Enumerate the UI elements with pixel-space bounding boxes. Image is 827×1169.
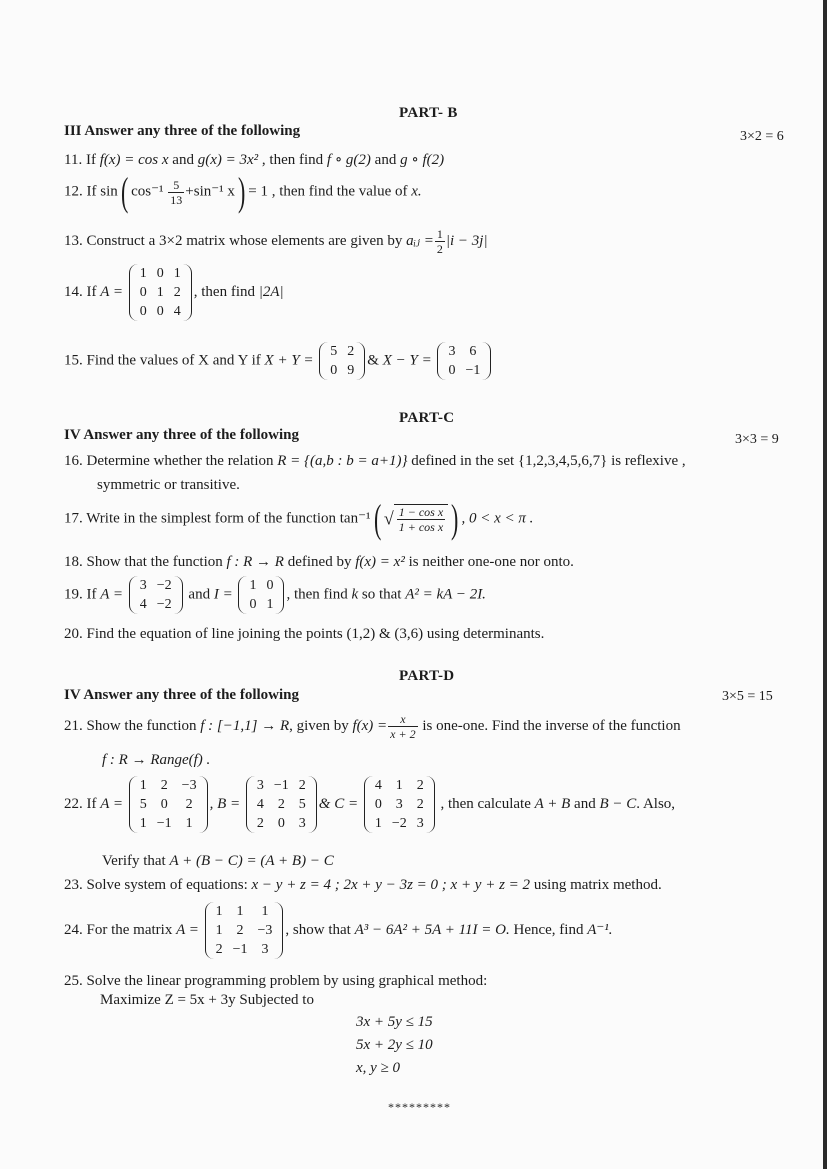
question-25: 25. Solve the linear programming problem by using graphical method: [64, 973, 488, 989]
part-d-marks: 3×5 = 15 [722, 689, 773, 704]
matrix-q14: 1 0 1 0 1 2 0 0 4 [129, 264, 192, 321]
question-16-line2: symmetric or transitive. [97, 477, 240, 493]
part-d-title: PART-D [399, 668, 455, 684]
question-16: 16. Determine whether the relation R = {(a,b : b = a+1)} defined in the set {1,2,3,4,5,6,7} is reflexive , [64, 453, 686, 469]
question-22: 22. If A = 1 2 −3 5 0 2 1 −1 1 , B = 3 −1 2 4 2 5 2 0 3 & C = 4 1 2 0 3 2 1 −2 3 , then calculate A + B and B − C. Also, [64, 778, 676, 831]
question-23: 23. Solve system of equations: x − y + z = 4 ; 2x + y − 3z = 0 ; x + y + z = 2 using matrix method. [64, 877, 662, 893]
question-25-line2: Maximize Z = 5x + 3y Subjected to [100, 992, 314, 1008]
question-15: 15. Find the values of X and Y if X + Y = 5 2 0 9 & X − Y = 3 6 0 −1 [64, 342, 493, 380]
part-b-marks: 3×2 = 6 [740, 129, 784, 144]
part-c-instruction: IV Answer any three of the following [64, 427, 300, 443]
question-17: 17. Write in the simplest form of the function tan⁻¹( √ $\frac{\text{1 − cos x}}{\text{1 + cos x}}$ ) , 0 < x < π . [64, 496, 534, 541]
question-18: 18. Show that the function f : R → R defined by f(x) = x² is neither one-one nor onto. [64, 554, 574, 570]
constraint-2: 5x + 2y ≤ 10 [356, 1037, 433, 1053]
constraint-1: 3x + 5y ≤ 15 [356, 1014, 433, 1030]
question-20: 20. Find the equation of line joining the points (1,2) & (3,6) using determinants. [64, 626, 545, 642]
question-12: 12. If sin( cos⁻¹ $\frac{5}{13}$ +sin⁻¹ x) = 1 , then find the value of x. [64, 169, 422, 214]
question-19: 19. If A = 3 −2 4 −2 and I = 1 0 0 1 , then find k so that A² = kA − 2I. [64, 578, 486, 612]
part-c-marks: 3×3 = 9 [735, 432, 779, 447]
end-marker: ********* [388, 1100, 451, 1114]
part-b-instruction: III Answer any three of the following [64, 123, 301, 139]
scan-edge [823, 0, 827, 1169]
matrix-q15-diff: 3 6 0 −1 [437, 342, 491, 380]
part-d-instruction: IV Answer any three of the following [64, 687, 300, 703]
matrix-q19-i: 1 0 0 1 [238, 576, 284, 614]
question-14: 14. If A = 1 0 1 0 1 2 0 0 4 , then find |2A| [64, 266, 284, 319]
matrix-q22-a: 1 2 −3 5 0 2 1 −1 1 [129, 776, 208, 833]
question-13: 13. Construct a 3×2 matrix whose elements are given by aᵢⱼ = $\frac{1}{2}$ |i − 3j| [64, 227, 488, 256]
matrix-q24: 1 1 1 1 2 −3 2 −1 3 [205, 902, 284, 959]
matrix-q22-b: 3 −1 2 4 2 5 2 0 3 [246, 776, 317, 833]
question-21: 21. Show the function f : [−1,1] → R, given by f(x) = $\frac{x}{x + 2}$ is one-one. Find the inverse of the function [64, 712, 681, 741]
matrix-q19-a: 3 −2 4 −2 [129, 576, 183, 614]
question-11: 11. If f(x) = cos x and g(x) = 3x² , then find f ∘ g(2) and g ∘ f(2) [64, 152, 445, 168]
question-24: 24. For the matrix A = 1 1 1 1 2 −3 2 −1 3 , show that A³ − 6A² + 5A + 11I = O. Hence, find A⁻¹. [64, 904, 613, 957]
question-21-line2: f : R → Range(f) . [102, 752, 211, 768]
question-22-line2: Verify that A + (B − C) = (A + B) − C [102, 853, 334, 869]
matrix-q22-c: 4 1 2 0 3 2 1 −2 3 [364, 776, 435, 833]
constraint-3: x, y ≥ 0 [356, 1060, 401, 1076]
part-b-title: PART- B [399, 105, 458, 121]
matrix-q15-sum: 5 2 0 9 [319, 342, 365, 380]
part-c-title: PART-C [399, 410, 455, 426]
